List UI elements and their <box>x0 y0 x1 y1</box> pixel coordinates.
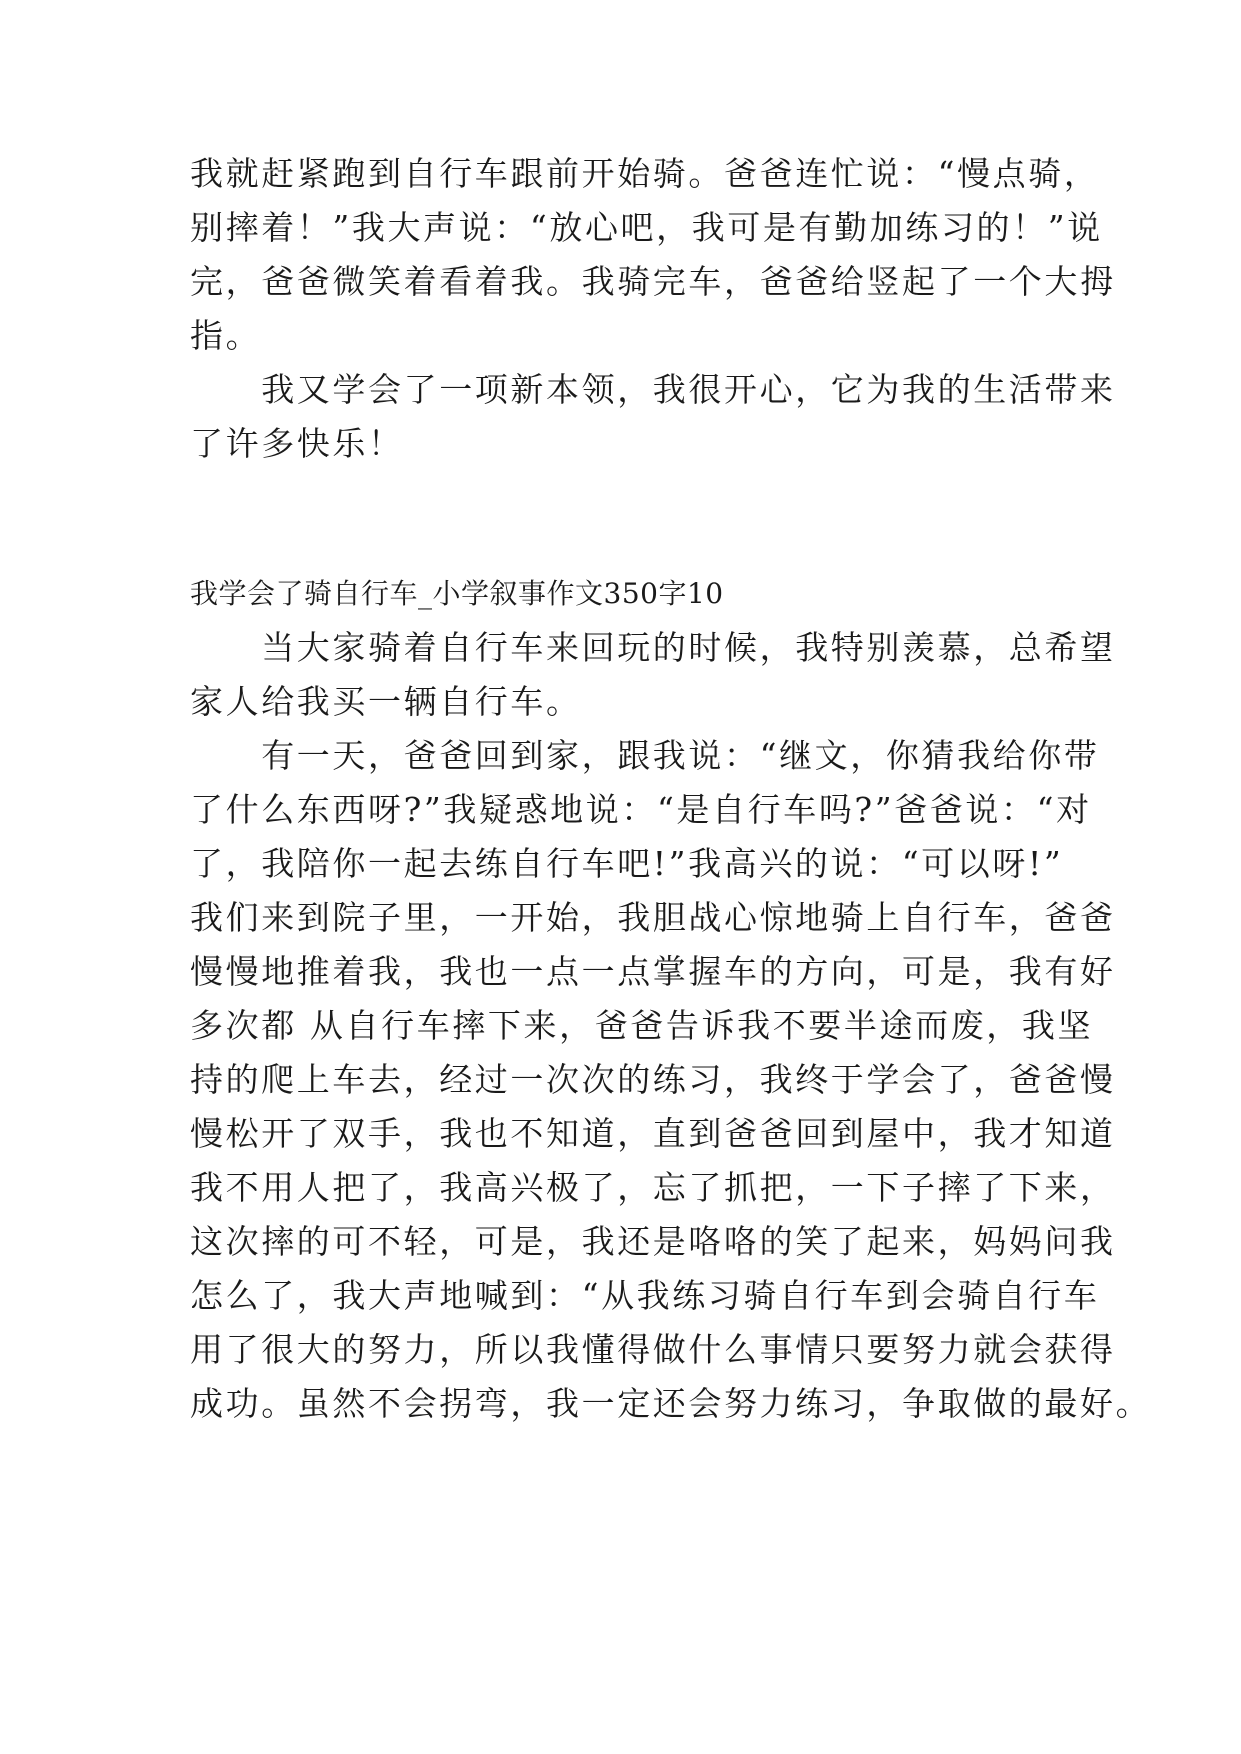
paragraph-line: 我不用人把了，我高兴极了，忘了抓把，一下子摔了下来， <box>190 1168 1116 1207</box>
paragraph-line: 别摔着！”我大声说：“放心吧，我可是有勤加练习的！”说 <box>190 208 1103 247</box>
paragraph-line: 怎么了，我大声地喊到：“从我练习骑自行车到会骑自行车 <box>190 1276 1100 1315</box>
article-title: 我学会了骑自行车_小学叙事作文350字10 <box>190 577 724 610</box>
paragraph-line: 了，我陪你一起去练自行车吧!”我高兴的说：“可以呀!” <box>190 844 1064 883</box>
paragraph-line: 我就赶紧跑到自行车跟前开始骑。爸爸连忙说：“慢点骑， <box>190 154 1100 193</box>
paragraph-line: 完，爸爸微笑着看着我。我骑完车，爸爸给竖起了一个大拇 <box>190 262 1116 301</box>
paragraph-line: 用了很大的努力，所以我懂得做什么事情只要努力就会获得 <box>190 1330 1116 1369</box>
paragraph-line: 成功。虽然不会拐弯，我一定还会努力练习，争取做的最好。 <box>190 1384 1152 1423</box>
paragraph-line: 慢慢地推着我，我也一点一点掌握车的方向，可是，我有好 <box>190 952 1116 991</box>
paragraph-line: 慢松开了双手，我也不知道，直到爸爸回到屋中，我才知道 <box>190 1114 1116 1153</box>
paragraph-line: 当大家骑着自行车来回玩的时候，我特别羡慕，总希望 <box>190 628 1116 667</box>
paragraph-line: 我又学会了一项新本领，我很开心，它为我的生活带来 <box>190 370 1116 409</box>
paragraph-line: 我们来到院子里，一开始，我胆战心惊地骑上自行车，爸爸 <box>190 898 1116 937</box>
paragraph-line: 持的爬上车去，经过一次次的练习，我终于学会了，爸爸慢 <box>190 1060 1116 1099</box>
paragraph-line: 家人给我买一辆自行车。 <box>190 682 582 721</box>
paragraph-line: 多次都 从自行车摔下来，爸爸告诉我不要半途而废，我坚 <box>190 1006 1094 1045</box>
paragraph-line: 了什么东西呀?”我疑惑地说：“是自行车吗?”爸爸说：“对 <box>190 790 1092 829</box>
paragraph-line: 了许多快乐！ <box>190 424 404 463</box>
paragraph-line: 这次摔的可不轻，可是，我还是咯咯的笑了起来，妈妈问我 <box>190 1222 1116 1261</box>
paragraph-line: 有一天，爸爸回到家，跟我说：“继文，你猜我给你带 <box>190 736 1100 775</box>
paragraph-line: 指。 <box>190 316 262 355</box>
